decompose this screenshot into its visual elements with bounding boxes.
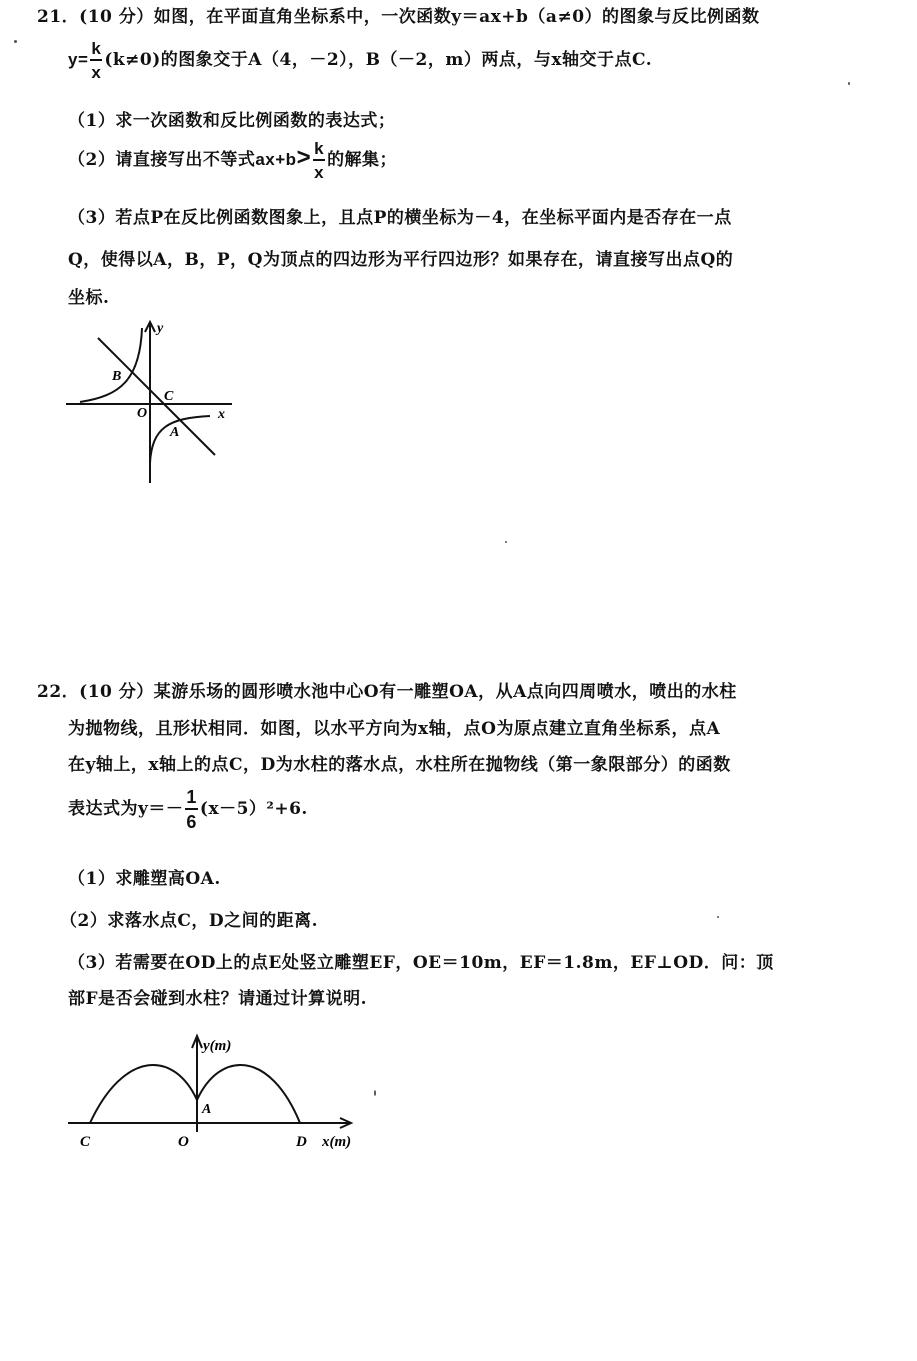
q21-fraction [90, 40, 102, 81]
q21-part2-fraction [313, 140, 325, 181]
q21-part2 [68, 140, 397, 181]
q21-frac-num: k [90, 40, 102, 61]
q22-label-o: O [178, 1134, 189, 1150]
q21-part3-line3: 坐标. [68, 288, 110, 308]
q22-label-a: A [202, 1102, 212, 1117]
q21-label-b: B [112, 369, 122, 384]
q21-label-x: x [218, 407, 225, 422]
q21-line2 [68, 40, 652, 81]
q22-line4 [68, 788, 308, 831]
q22-line4-prefix: 表达式为y＝－ [68, 799, 184, 819]
q21-part3-line1: （3）若点P在反比例函数图象上，且点P的横坐标为－4，在坐标平面内是否存在一点 [68, 208, 732, 228]
q22-frac-num: 1 [185, 788, 198, 810]
q21-func-prefix: y= [68, 50, 89, 69]
q21-hyperbola-right [150, 416, 210, 463]
q21-frac-den: x [91, 63, 102, 82]
q22-water-arc-right [197, 1065, 300, 1123]
q21-part2-frac-num: k [313, 140, 325, 161]
q21-figure [60, 318, 240, 488]
q21-part2-prefix: （2）请直接写出不等式 [68, 150, 256, 170]
q21-label-y: y [157, 321, 164, 336]
q22-label-d: D [296, 1134, 307, 1150]
q21-greater-than: > [296, 144, 312, 171]
q22-frac-den: 6 [186, 812, 197, 832]
q21-line1: 21．(10 分）如图，在平面直角坐标系中，一次函数y＝ax+b（a≠0）的图象与反比例函数 [37, 7, 760, 27]
q22-label-c: C [80, 1134, 91, 1150]
q22-line1: 22．(10 分）某游乐场的圆形喷水池中心O有一雕塑OA，从A点向四周喷水，喷出的水柱 [37, 682, 737, 702]
q21-part3-line2: Q，使得以A，B，P，Q为顶点的四边形为平行四边形？如果存在，请直接写出点Q的 [68, 250, 734, 270]
q22-figure [60, 1030, 380, 1160]
q22-label-x: x(m) [322, 1134, 352, 1150]
scan-speck [848, 82, 850, 85]
scan-speck [717, 916, 719, 918]
scan-speck [374, 1090, 376, 1096]
q22-part1: （1）求雕塑高OA. [68, 869, 221, 889]
q22-line4-suffix: (x－5）²+6. [199, 799, 308, 819]
scan-speck [14, 40, 17, 43]
q22-part3-line2: 部F是否会碰到水柱？请通过计算说明. [68, 989, 367, 1009]
q21-label-c: C [164, 389, 174, 404]
q21-part2-suffix: 的解集； [327, 150, 398, 170]
q22-part2: （2）求落水点C，D之间的距离. [60, 911, 319, 931]
q22-line2: 为抛物线，且形状相同．如图，以水平方向为x轴，点O为原点建立直角坐标系，点A [68, 719, 721, 739]
q22-part3-line1: （3）若需要在OD上的点E处竖立雕塑EF，OE＝10m，EF＝1.8m，EF⊥OD．问：顶 [68, 953, 774, 973]
q21-line2-text: (k≠0)的图象交于A（4，－2），B（－2，m）两点，与x轴交于点C. [104, 50, 653, 70]
q21-part1: （1）求一次函数和反比例函数的表达式； [68, 111, 396, 131]
scan-speck [505, 541, 507, 543]
q22-water-arc-left [90, 1065, 197, 1123]
q22-line3: 在y轴上，x轴上的点C，D为水柱的落水点，水柱所在抛物线（第一象限部分）的函数 [68, 755, 731, 775]
q22-fraction [185, 788, 198, 831]
q22-label-y: y(m) [203, 1038, 232, 1054]
q21-label-a: A [170, 425, 180, 440]
q21-part2-frac-den: x [314, 163, 325, 182]
q21-label-o: O [137, 406, 148, 421]
q21-hyperbola-left [80, 328, 142, 402]
q21-ineq-left: ax+b [255, 150, 297, 169]
